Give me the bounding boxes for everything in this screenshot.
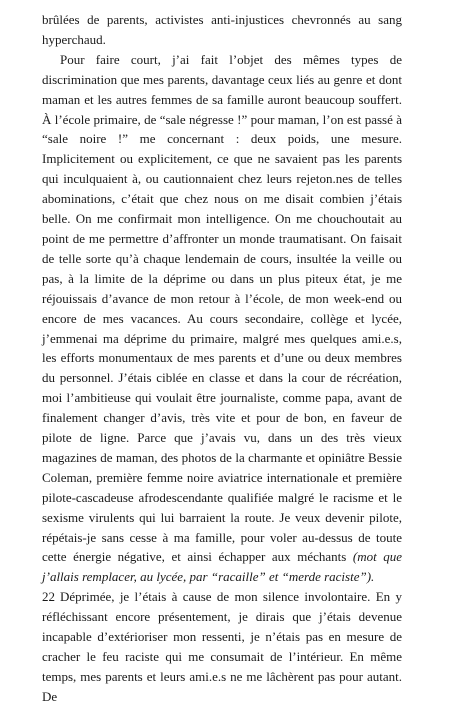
italic-aside: (mot que j’allais remplacer, au lycée, par “racaille” et “merde raciste”). bbox=[42, 549, 402, 585]
page-number: 22 bbox=[42, 589, 55, 604]
paragraph-text: brûlées de parents, activistes anti-injustices chevronnés au sang hyperchaud. bbox=[42, 12, 402, 47]
paragraph-depression bbox=[42, 587, 402, 706]
paragraph-text: Déprimée, je l’étais à cause de mon silence involontaire. En y réfléchissant encore présentement, je dirais que j’étais devenue incapable d’extérioriser mon ressenti, je n’étais pas en mesure de cracher le feu raciste qui me consumait de l’intérieur. En même temps, mes parents et leurs ami.e.s ne me lâchèrent pas pour autant. De bbox=[42, 589, 402, 704]
page-body bbox=[42, 10, 402, 707]
paragraph-discrimination bbox=[42, 50, 402, 587]
paragraph-text: Pour faire court, j’ai fait l’objet des mêmes types de discrimination que mes parents, davantage ceux liés au genre et dont maman et les autres femmes de sa famille auront beaucoup souffert. À l’école primaire, de “sale négresse !” pour maman, l’on est passé à “sale noire !” me concernant : deux poids, une mesure. Implicitement ou explicitement, ce que ne savaient pas les parents qui inculquaient à, ou cautionnaient chez leurs rejeton.nes de telles abominations, c’était que chez nous on me disait combien j’étais belle. On me confirmait mon intelligence. On me chouchoutait au point de me permettre d’affronter un monde traumatisant. On faisait de telle sorte qu’à chaque lendemain de cours, insultée la veille ou pas, à la limite de la déprime ou dans un plus piteux état, je me réjouissais d’avance de mon retour à l’école, de mon week-end ou encore de mes vacances. Au cours secondaire, collège et lycée, j’emmenai ma déprime du primaire, malgré mes quelques ami.e.s, les efforts monumentaux de mes parents et d’une ou deux membres du personnel. J’étais ciblée en classe et dans la cour de récréation, moi l’ambitieuse qui voulait être journaliste, comme papa, avant de finalement changer d’avis, très vite et pour de bon, en faveur de pilote de ligne. Parce que j’avais vu, dans un des très vieux magazines de maman, des photos de la charmante et opiniâtre Bessie Coleman, première femme noire aviatrice internationale et première pilote-cascadeuse afrodescendante qualifiée malgré le racisme et le sexisme virulents qui lui barraient la route. Je veux devenir pilote, répétais-je sans cesse à ma famille, pour voler au-dessus de toute cette énergie négative, et ainsi échapper aux méchants bbox=[42, 51, 402, 565]
paragraph-continuation bbox=[42, 10, 402, 50]
